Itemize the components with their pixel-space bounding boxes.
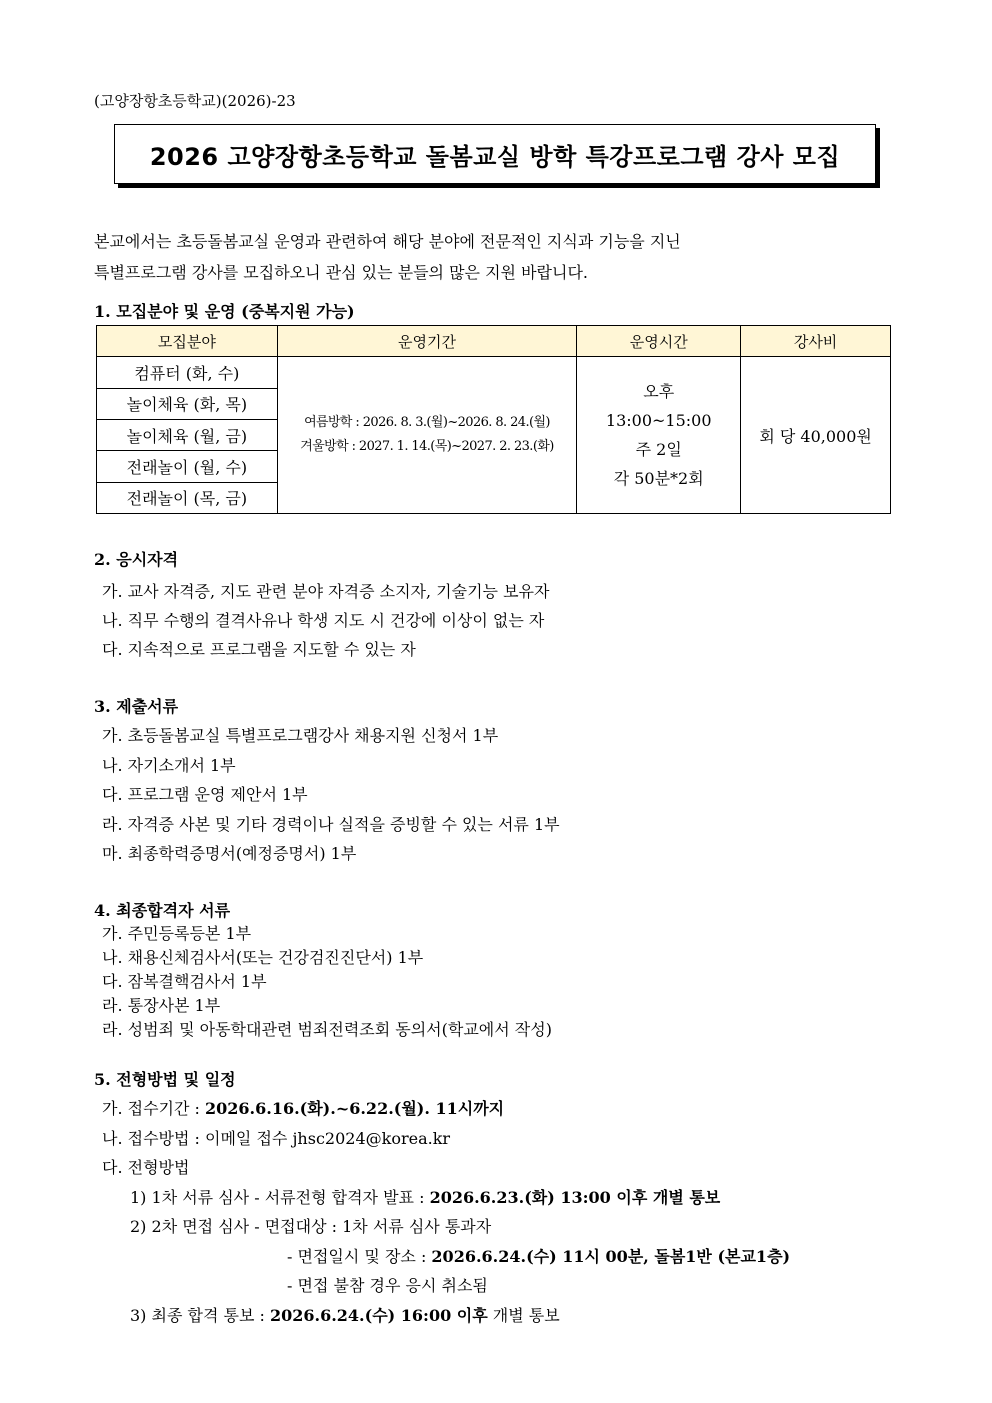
list-item <box>102 1301 790 1331</box>
section-heading: 3. 제출서류 <box>94 697 179 716</box>
period-winter: 겨울방학 : 2027. 1. 14.(목)~2027. 2. 23.(화) <box>300 439 554 455</box>
intro-paragraph <box>94 226 681 288</box>
schedule-tail: 개별 통보 <box>487 1305 560 1325</box>
period-summer: 여름방학 : 2026. 8. 3.(월)~2026. 8. 24.(월) <box>304 415 550 431</box>
list-item: 나. 접수방법 : 이메일 접수 jhsc2024@korea.kr <box>102 1128 451 1148</box>
list-item: 라. 성범죄 및 아동학대관련 범죄전력조회 동의서(학교에서 작성) <box>102 1020 552 1039</box>
category-cell: 놀이체육 (월, 금) <box>97 419 278 450</box>
list-item <box>102 1242 790 1272</box>
table-header-row <box>97 326 891 357</box>
schedule-label: - 면접일시 및 장소 : <box>287 1246 432 1266</box>
documents-list <box>102 721 560 869</box>
list-item: 가. 주민등록등본 1부 <box>102 924 252 943</box>
table-header-cell: 모집분야 <box>97 326 278 357</box>
time-line: 오후 <box>643 382 675 402</box>
intro-line: 본교에서는 초등돌봄교실 운영과 관련하여 해당 분야에 전문적인 지식과 기능을 지닌 <box>94 232 681 251</box>
list-item: 라. 통장사본 1부 <box>102 996 221 1015</box>
application-period: 2026.6.16.(화).~6.22.(월). 11시까지 <box>205 1099 505 1118</box>
table-header-cell: 운영기간 <box>277 326 577 357</box>
time-line: 주 2일 <box>635 440 682 460</box>
list-item: 가. 교사 자격증, 지도 관련 분야 자격증 소지자, 기술기능 보유자 <box>102 582 550 601</box>
document-number: (고양장항초등학교)(2026)-23 <box>94 92 296 110</box>
table-row <box>97 357 891 388</box>
list-item: 라. 자격증 사본 및 기타 경력이나 실적을 증빙할 수 있는 서류 1부 <box>102 814 560 834</box>
schedule-label: 가. 접수기간 : <box>102 1099 206 1118</box>
list-item: 나. 채용신체검사서(또는 건강검진진단서) 1부 <box>102 948 424 967</box>
list-item: 나. 자기소개서 1부 <box>102 755 236 775</box>
final-result-date: 2026.6.24.(수) 16:00 이후 <box>269 1305 488 1325</box>
table-header-cell: 운영시간 <box>577 326 741 357</box>
list-item: 다. 전형방법 <box>102 1158 190 1177</box>
category-cell: 놀이체육 (화, 목) <box>97 388 278 419</box>
fee-cell: 회 당 40,000원 <box>741 357 891 514</box>
time-line: 각 50분*2회 <box>613 469 704 489</box>
category-cell: 전래놀이 (월, 수) <box>97 451 278 482</box>
list-item: - 면접 불참 경우 응시 취소됨 <box>287 1276 488 1295</box>
list-item: 2) 2차 면접 심사 - 면접대상 : 1차 서류 심사 통과자 <box>130 1217 492 1236</box>
list-item <box>102 1094 790 1124</box>
list-item: 다. 프로그램 운영 제안서 1부 <box>102 785 308 804</box>
list-item: 마. 최종학력증명서(예정증명서) 1부 <box>102 844 357 863</box>
first-result-date: 2026.6.23.(화) 13:00 이후 개별 통보 <box>429 1187 721 1207</box>
list-item <box>102 1183 790 1213</box>
recruit-table <box>96 325 891 514</box>
final-documents-list <box>102 922 552 1042</box>
interview-datetime: 2026.6.24.(수) 11시 00분, 돌봄1반 (본교1층) <box>431 1246 791 1266</box>
category-cell: 전래놀이 (목, 금) <box>97 482 278 513</box>
qualification-list <box>102 577 549 664</box>
schedule-label: 3) 최종 합격 통보 : <box>130 1305 270 1325</box>
section-heading: 4. 최종합격자 서류 <box>94 901 231 920</box>
schedule-label: 1) 1차 서류 심사 - 서류전형 합격자 발표 : <box>130 1187 430 1207</box>
time-line: 13:00~15:00 <box>605 411 712 431</box>
list-item: 나. 직무 수행의 결격사유나 학생 지도 시 건강에 이상이 없는 자 <box>102 611 545 630</box>
intro-line: 특별프로그램 강사를 모집하오니 관심 있는 분들의 많은 지원 바랍니다. <box>94 263 588 282</box>
section-heading: 5. 전형방법 및 일정 <box>94 1070 236 1089</box>
time-cell <box>577 357 741 514</box>
period-cell <box>277 357 577 514</box>
schedule-list <box>102 1094 790 1330</box>
page-title: 2026 고양장항초등학교 돌봄교실 방학 특강프로그램 강사 모집 <box>114 124 876 184</box>
list-item: 다. 지속적으로 프로그램을 지도할 수 있는 자 <box>102 640 416 659</box>
list-item: 다. 잠복결핵검사서 1부 <box>102 972 267 991</box>
table-header-cell: 강사비 <box>741 326 891 357</box>
category-cell: 컴퓨터 (화, 수) <box>97 357 278 388</box>
list-item: 가. 초등돌봄교실 특별프로그램강사 채용지원 신청서 1부 <box>102 726 499 745</box>
section-heading: 1. 모집분야 및 운영 (중복지원 가능) <box>94 302 355 321</box>
section-heading: 2. 응시자격 <box>94 550 179 569</box>
